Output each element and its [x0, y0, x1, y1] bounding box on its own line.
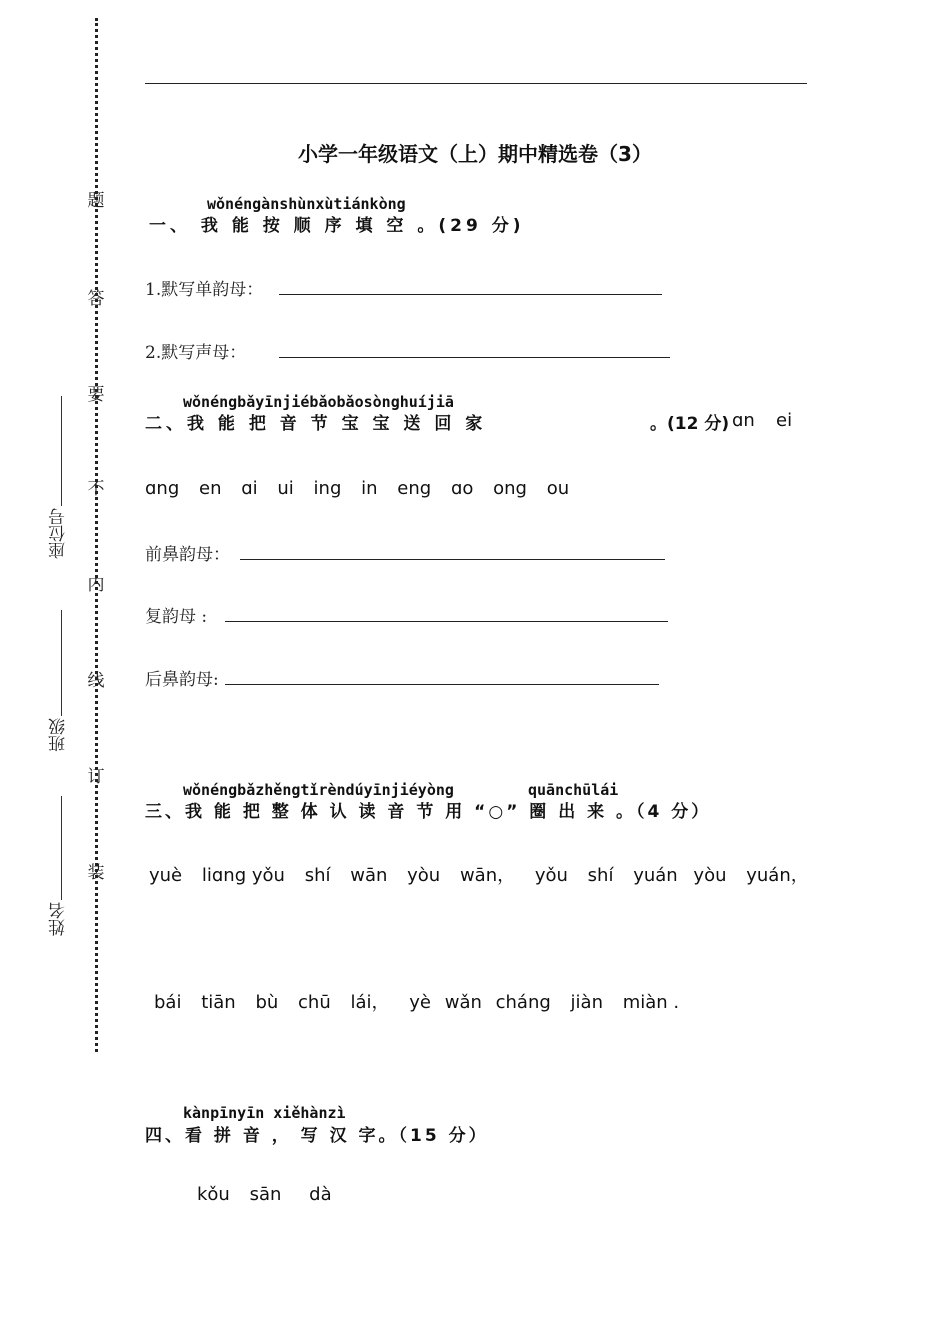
- binding-char-bu: 不: [87, 479, 105, 499]
- binding-char-nei: 内: [87, 575, 105, 595]
- syllable[interactable]: wān: [350, 865, 388, 886]
- syllable[interactable]: yuán: [633, 865, 678, 886]
- syllable: ui: [277, 478, 294, 499]
- syllable[interactable]: yǒu: [534, 865, 568, 886]
- syllable: sān: [249, 1184, 282, 1205]
- section4-pinyin: kànpīnyīn xiěhànzì: [183, 1104, 346, 1122]
- class-label: 班级: [49, 718, 69, 752]
- section1-heading: 一、 我 能 按 顺 序 填 空 。(29 分): [149, 216, 525, 236]
- section1-item-1: 1.默写单韵母：: [145, 280, 264, 300]
- answer-line-back-nasal[interactable]: [225, 684, 659, 685]
- syllable: ong: [493, 478, 527, 499]
- section1-item-2: 2.默写声母：: [145, 343, 247, 363]
- syllable[interactable]: bù: [255, 992, 279, 1013]
- syllable[interactable]: wān，: [459, 865, 516, 886]
- binding-char-yao: 要: [87, 385, 105, 405]
- binding-dotted-line: [95, 18, 98, 1052]
- syllable: dà: [309, 1184, 332, 1205]
- section3-pinyin-a: wǒnéngbǎzhěngtǐrèndúyīnjiéyòng: [183, 781, 454, 799]
- seat-number-label: 座位号: [49, 508, 69, 559]
- section3-line-1: [149, 861, 823, 887]
- syllable[interactable]: yè: [409, 992, 431, 1013]
- binding-char-ti: 题: [87, 191, 105, 211]
- answer-line-front-nasal[interactable]: [240, 559, 665, 560]
- syllable[interactable]: jiàn: [570, 992, 603, 1013]
- syllable[interactable]: yuè: [149, 865, 183, 886]
- syllable[interactable]: shí: [304, 865, 331, 886]
- section2-trailing-syllable-an: ɑn: [732, 410, 755, 431]
- syllable[interactable]: yòu: [693, 865, 727, 886]
- section2-score: 。(12 分): [650, 414, 730, 434]
- seat-number-blank: [61, 396, 62, 506]
- syllable: ɑi: [241, 478, 258, 499]
- syllable: ɑng: [145, 478, 180, 499]
- section2-heading: 二、我 能 把 音 节 宝 宝 送 回 家: [145, 414, 487, 434]
- answer-line-vowels[interactable]: [279, 294, 662, 295]
- section4-syllable-row: [197, 1184, 346, 1205]
- syllable[interactable]: chū: [298, 992, 331, 1013]
- syllable[interactable]: wǎn: [444, 992, 482, 1013]
- answer-line-initials[interactable]: [279, 357, 670, 358]
- section2-syllable-row: [145, 478, 583, 499]
- back-nasal-label: 后鼻韵母:: [145, 670, 219, 690]
- name-label: 姓名: [49, 902, 69, 936]
- syllable[interactable]: liɑng: [201, 865, 247, 886]
- syllable: eng: [397, 478, 432, 499]
- section4-heading: 四、看 拼 音 ， 写 汉 字。（15 分）: [145, 1126, 489, 1146]
- binding-char-ding: 订: [87, 767, 105, 787]
- page-title: 小学一年级语文（上）期中精选卷（3）: [298, 142, 652, 166]
- syllable: ing: [313, 478, 342, 499]
- section3-heading: 三、我 能 把 整 体 认 读 音 节 用 “○” 圈 出 来 。（4 分）: [145, 802, 712, 822]
- header-rule: [145, 83, 807, 84]
- binding-char-zhuang: 装: [87, 863, 105, 883]
- binding-char-da: 答: [87, 289, 105, 309]
- section3-pinyin-b: quānchūlái: [528, 781, 619, 799]
- syllable[interactable]: shí: [587, 865, 614, 886]
- front-nasal-label: 前鼻韵母：: [145, 545, 230, 565]
- binding-char-xian: 线: [87, 671, 105, 691]
- syllable[interactable]: miàn .: [622, 992, 680, 1013]
- compound-vowel-label: 复韵母 :: [145, 607, 208, 627]
- syllable: en: [199, 478, 222, 499]
- section2-trailing-syllable-ei: ei: [776, 410, 793, 431]
- answer-line-compound-vowel[interactable]: [225, 621, 668, 622]
- syllable[interactable]: cháng: [495, 992, 551, 1013]
- section3-line-2: [154, 988, 693, 1014]
- syllable[interactable]: tiān: [201, 992, 236, 1013]
- syllable[interactable]: yòu: [407, 865, 441, 886]
- section1-pinyin: wǒnéngànshùnxùtiánkòng: [207, 195, 406, 213]
- syllable[interactable]: yǒu: [251, 865, 285, 886]
- section2-pinyin: wǒnéngbǎyīnjiébǎobǎosònghuíjiā: [183, 393, 454, 411]
- class-blank: [61, 610, 62, 716]
- name-blank: [61, 796, 62, 900]
- syllable: in: [361, 478, 378, 499]
- syllable: kǒu: [197, 1184, 230, 1205]
- syllable[interactable]: bái: [154, 992, 182, 1013]
- syllable: ou: [546, 478, 570, 499]
- syllable: ɑo: [450, 478, 474, 499]
- syllable[interactable]: yuán，: [746, 865, 809, 886]
- syllable[interactable]: lái，: [350, 992, 390, 1013]
